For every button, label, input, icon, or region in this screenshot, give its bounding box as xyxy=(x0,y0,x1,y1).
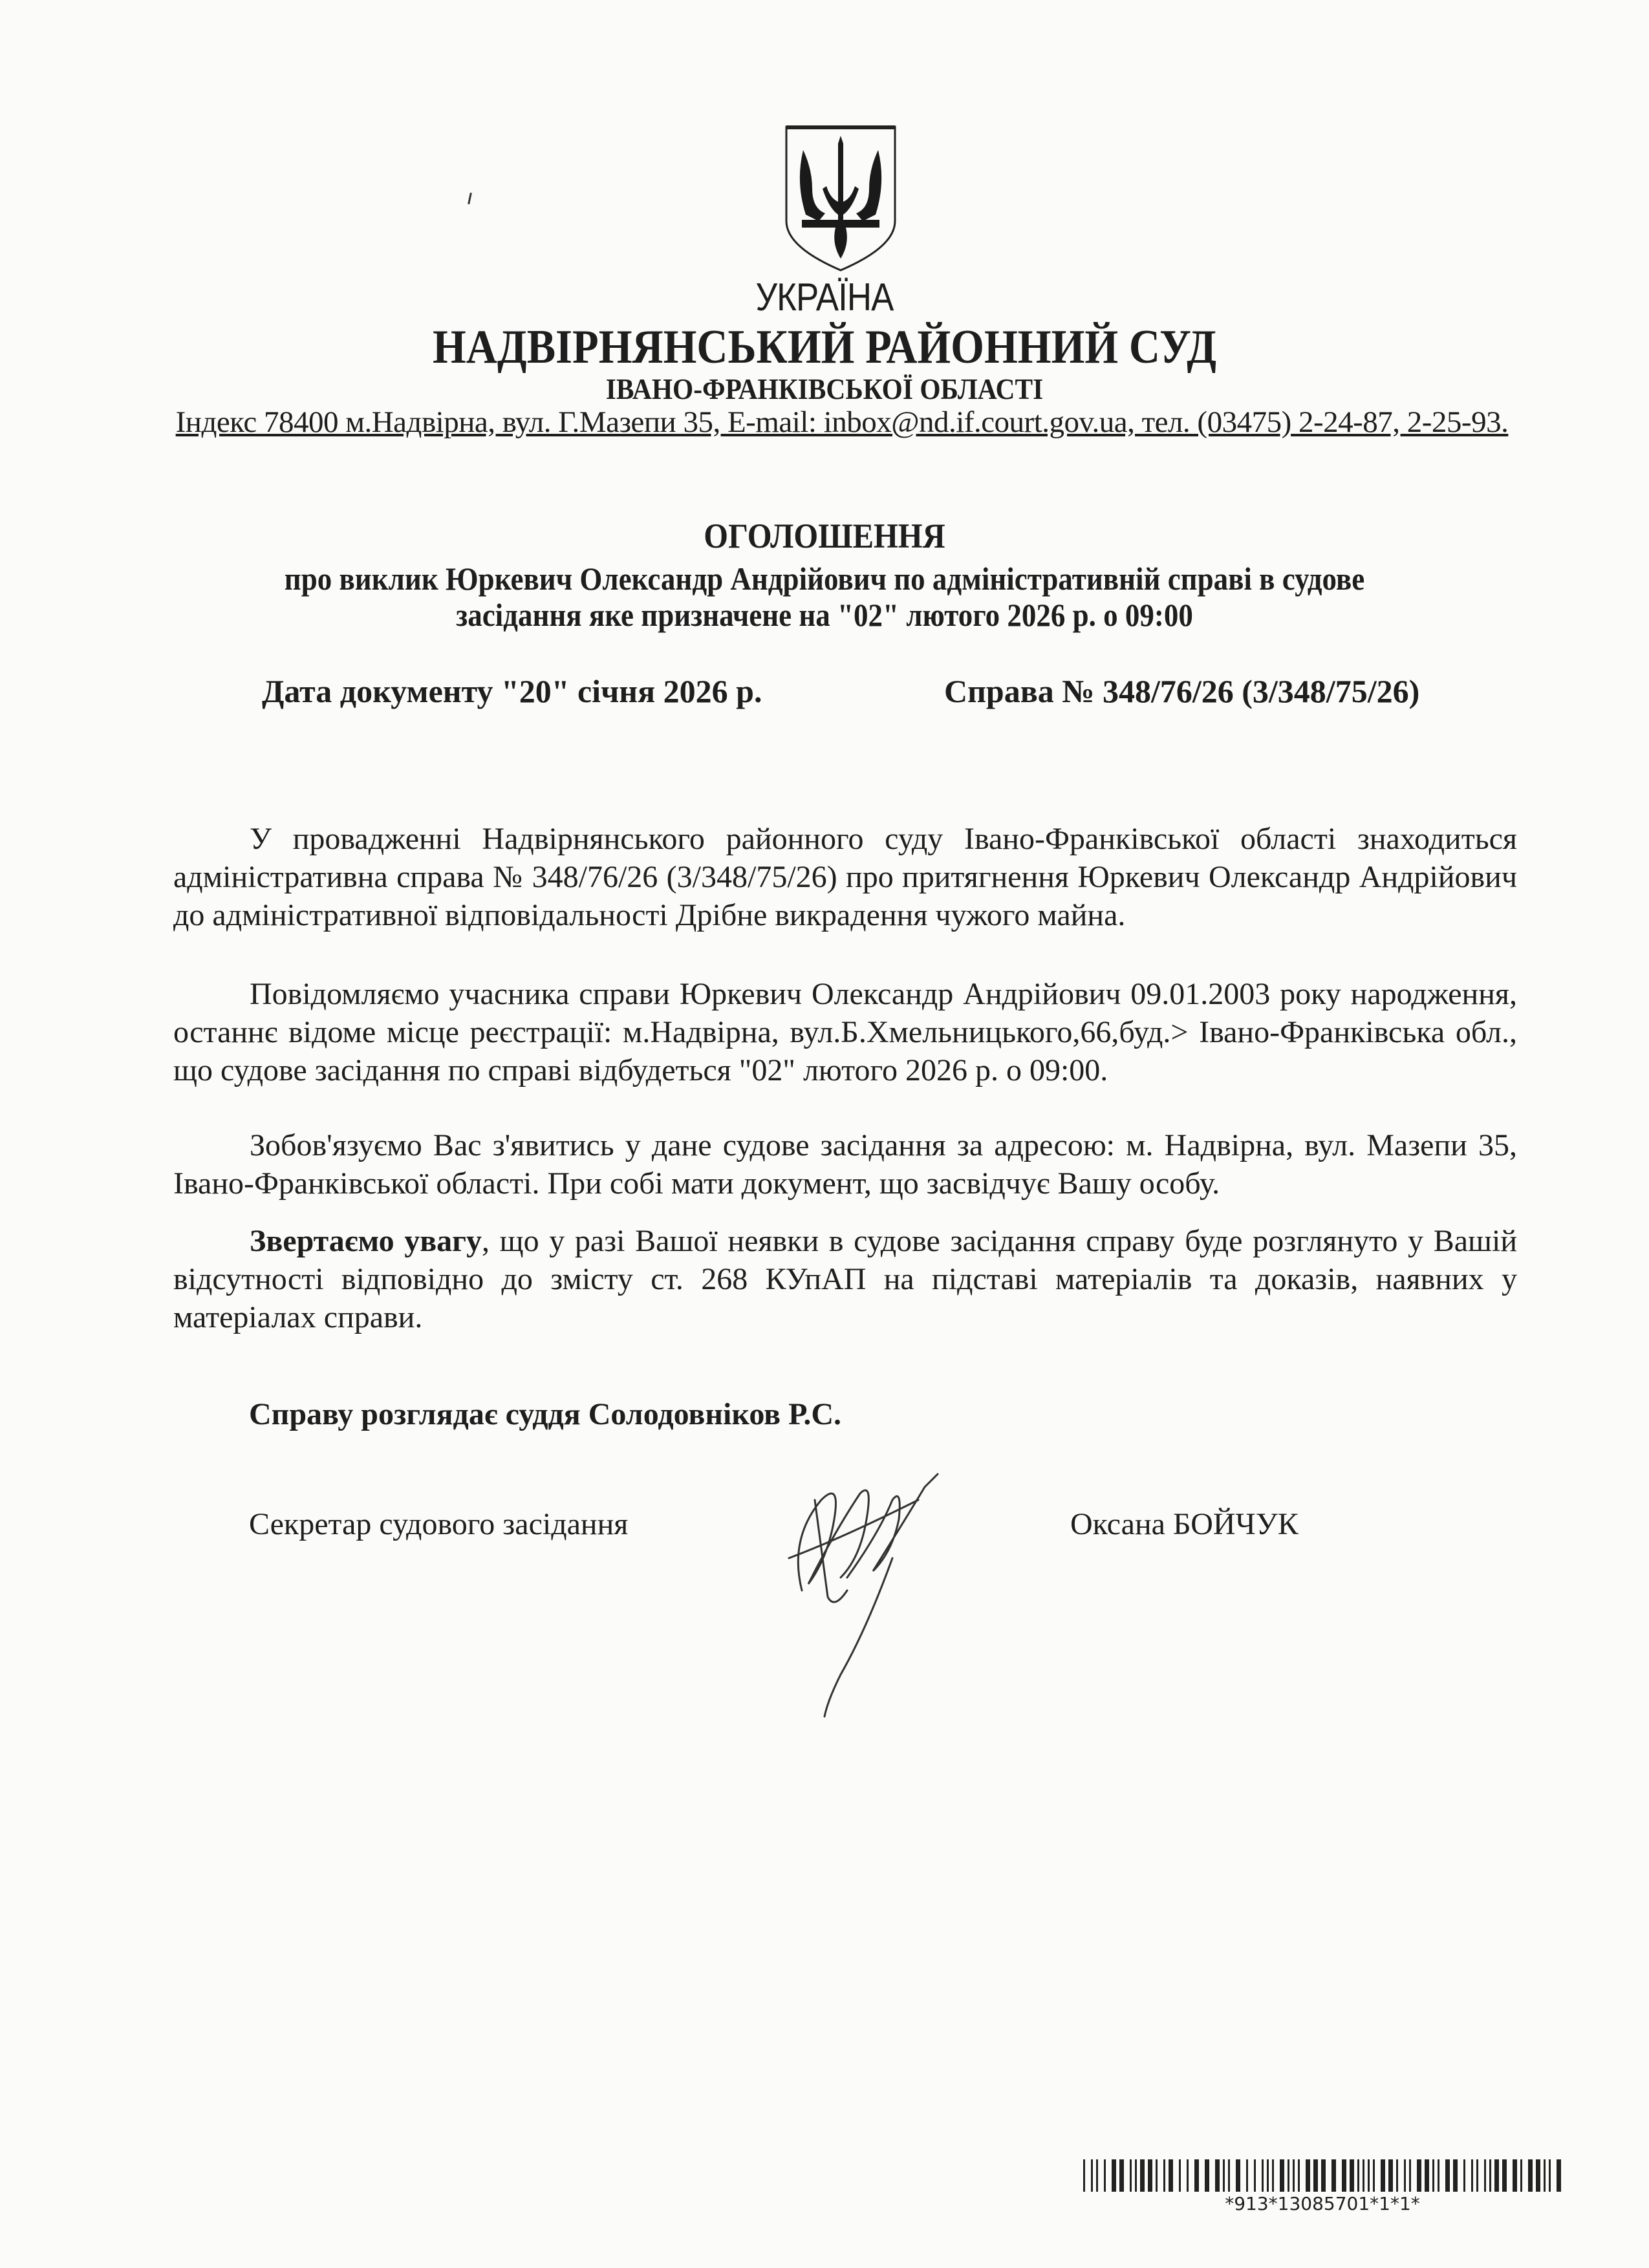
barcode-bar xyxy=(1293,2159,1295,2192)
barcode-bar xyxy=(1228,2159,1230,2192)
barcode-bar xyxy=(1549,2159,1551,2192)
barcode-bar xyxy=(1388,2159,1393,2192)
court-name: НАДВІРНЯНСЬКИЙ РАЙОННИЙ СУД xyxy=(432,321,1217,374)
paragraph-notification: Повідомляємо учасника справи Юркевич Олександр Андрійович 09.01.2003 року народження, останнє відоме місце реєстрації: м.Надвірна, вул.Б.Хмельницького,66,буд.> Івано-Франківська обл., що судове засідання по справі відбудеться "02" лютого 2026 р. о 09:00. xyxy=(173,977,1517,1087)
barcode-bar xyxy=(1130,2159,1132,2192)
barcode-bar xyxy=(1272,2159,1274,2192)
barcode-bar xyxy=(1254,2159,1256,2192)
barcode-bar xyxy=(1205,2159,1209,2192)
barcode-bar xyxy=(1112,2159,1116,2192)
barcode-bar xyxy=(1528,2159,1533,2192)
barcode-bar xyxy=(1494,2159,1499,2192)
barcode-bar xyxy=(1368,2159,1370,2192)
barcode-bar xyxy=(1484,2159,1486,2192)
barcode-bar xyxy=(1350,2159,1354,2192)
country-name: УКРАЇНА xyxy=(755,275,894,319)
barcode-number: *913*13085701*1*1* xyxy=(1225,2193,1420,2214)
barcode-bar xyxy=(1536,2159,1540,2192)
barcode-bar xyxy=(1163,2159,1165,2192)
barcode-bar xyxy=(1417,2159,1421,2192)
secretary-name: Оксана БОЙЧУК xyxy=(1070,1507,1299,1541)
barcode-bar xyxy=(1381,2159,1385,2192)
barcode-bar xyxy=(1331,2159,1336,2192)
barcode-bar xyxy=(1342,2159,1346,2192)
paragraph-proceedings: У провадженні Надвірнянського районного суду Івано-Франківської області знаходиться адміністративна справа № 348/76/26 (3/348/75/26) про притягнення Юркевич Олександр Андрійович до адміністративної відповідальності Дрібне викрадення чужого майна. xyxy=(173,822,1517,932)
barcode-bar xyxy=(1438,2159,1439,2192)
barcode-bar xyxy=(1363,2159,1364,2192)
document-date: Дата документу "20" січня 2026 р. xyxy=(262,673,762,709)
barcode-bar xyxy=(1262,2159,1264,2192)
barcode-bar xyxy=(1083,2159,1085,2192)
barcode-bar xyxy=(1267,2159,1269,2192)
barcode-bar xyxy=(1236,2159,1240,2192)
barcode-bar xyxy=(1169,2159,1173,2192)
barcode-bar xyxy=(1476,2159,1478,2192)
barcode-bar xyxy=(1520,2159,1522,2192)
document-barcode xyxy=(1083,2159,1562,2192)
barcode-bar xyxy=(1432,2159,1434,2192)
warning-text: , що у разі Вашої неявки в судове засідання справу буде розглянуто у Вашій відсутності відповідно до змісту ст. 268 КУпАП на підставі матеріалів та доказів, наявних у матеріалах справи. xyxy=(173,1224,1518,1334)
barcode-bar xyxy=(1148,2159,1152,2192)
barcode-bar xyxy=(1119,2159,1124,2192)
barcode-bar xyxy=(1404,2159,1406,2192)
barcode-bar xyxy=(1179,2159,1181,2192)
notice-title: ОГОЛОШЕННЯ xyxy=(704,517,945,555)
barcode-bar xyxy=(1135,2159,1137,2192)
coat-of-arms-icon xyxy=(784,124,898,272)
barcode-bar xyxy=(1140,2159,1145,2192)
barcode-bar xyxy=(1187,2159,1189,2192)
warning-emphasis: Звертаємо увагу xyxy=(250,1224,482,1258)
barcode-bar xyxy=(1463,2159,1465,2192)
barcode-bar xyxy=(1453,2159,1458,2192)
barcode-bar xyxy=(1306,2159,1310,2192)
court-address: Індекс 78400 м.Надвірна, вул. Г.Мазепи 35, E-mail: inbox@nd.if.court.gov.ua, тел. (03475) 2-24-87, 2-25-93. xyxy=(175,405,1509,439)
barcode-bar xyxy=(1298,2159,1300,2192)
barcode-bar xyxy=(1096,2159,1098,2192)
barcode-bar xyxy=(1445,2159,1450,2192)
barcode-bar xyxy=(1544,2159,1546,2192)
barcode-bar xyxy=(1313,2159,1318,2192)
court-region: ІВАНО-ФРАНКІВСЬКОЇ ОБЛАСТІ xyxy=(605,372,1044,405)
barcode-bar xyxy=(1396,2159,1398,2192)
barcode-bar xyxy=(1246,2159,1248,2192)
notice-subtitle-line2: засідання яке призначене на "02" лютого 2026 р. о 09:00 xyxy=(456,597,1193,633)
secretary-role: Секретар судового засідання xyxy=(249,1507,629,1541)
paragraph-obligation: Зобов'язуємо Вас з'явитись у дане судове засідання за адресою: м. Надвірна, вул. Мазепи 35, Івано-Франківської області. При собі мати документ, що засвідчує Вашу особу. xyxy=(173,1128,1517,1201)
barcode-bar xyxy=(1104,2159,1106,2192)
barcode-bar xyxy=(1373,2159,1375,2192)
barcode-bar xyxy=(1215,2159,1220,2192)
barcode-bar xyxy=(1288,2159,1289,2192)
case-number: Справа № 348/76/26 (3/348/75/26) xyxy=(944,673,1420,709)
barcode-bar xyxy=(1489,2159,1491,2192)
barcode-bar xyxy=(1321,2159,1326,2192)
barcode-bar xyxy=(1409,2159,1411,2192)
barcode-bar xyxy=(1156,2159,1158,2192)
barcode-bar xyxy=(1223,2159,1225,2192)
barcode-bar xyxy=(1502,2159,1507,2192)
handwritten-signature xyxy=(763,1461,970,1720)
notice-subtitle-line1: про виклик Юркевич Олександр Андрійович по адміністративній справі в судове xyxy=(284,561,1365,597)
barcode-bar xyxy=(1425,2159,1429,2192)
barcode-bar xyxy=(1557,2159,1561,2192)
presiding-judge: Справу розглядає суддя Солодовніков Р.С. xyxy=(249,1397,842,1431)
barcode-bar xyxy=(1357,2159,1359,2192)
barcode-bar xyxy=(1194,2159,1199,2192)
scan-mark xyxy=(468,193,472,204)
barcode-bar xyxy=(1513,2159,1517,2192)
barcode-bar xyxy=(1280,2159,1284,2192)
barcode-bar xyxy=(1471,2159,1473,2192)
paragraph-warning xyxy=(173,1222,1517,1336)
barcode-bar xyxy=(1091,2159,1093,2192)
